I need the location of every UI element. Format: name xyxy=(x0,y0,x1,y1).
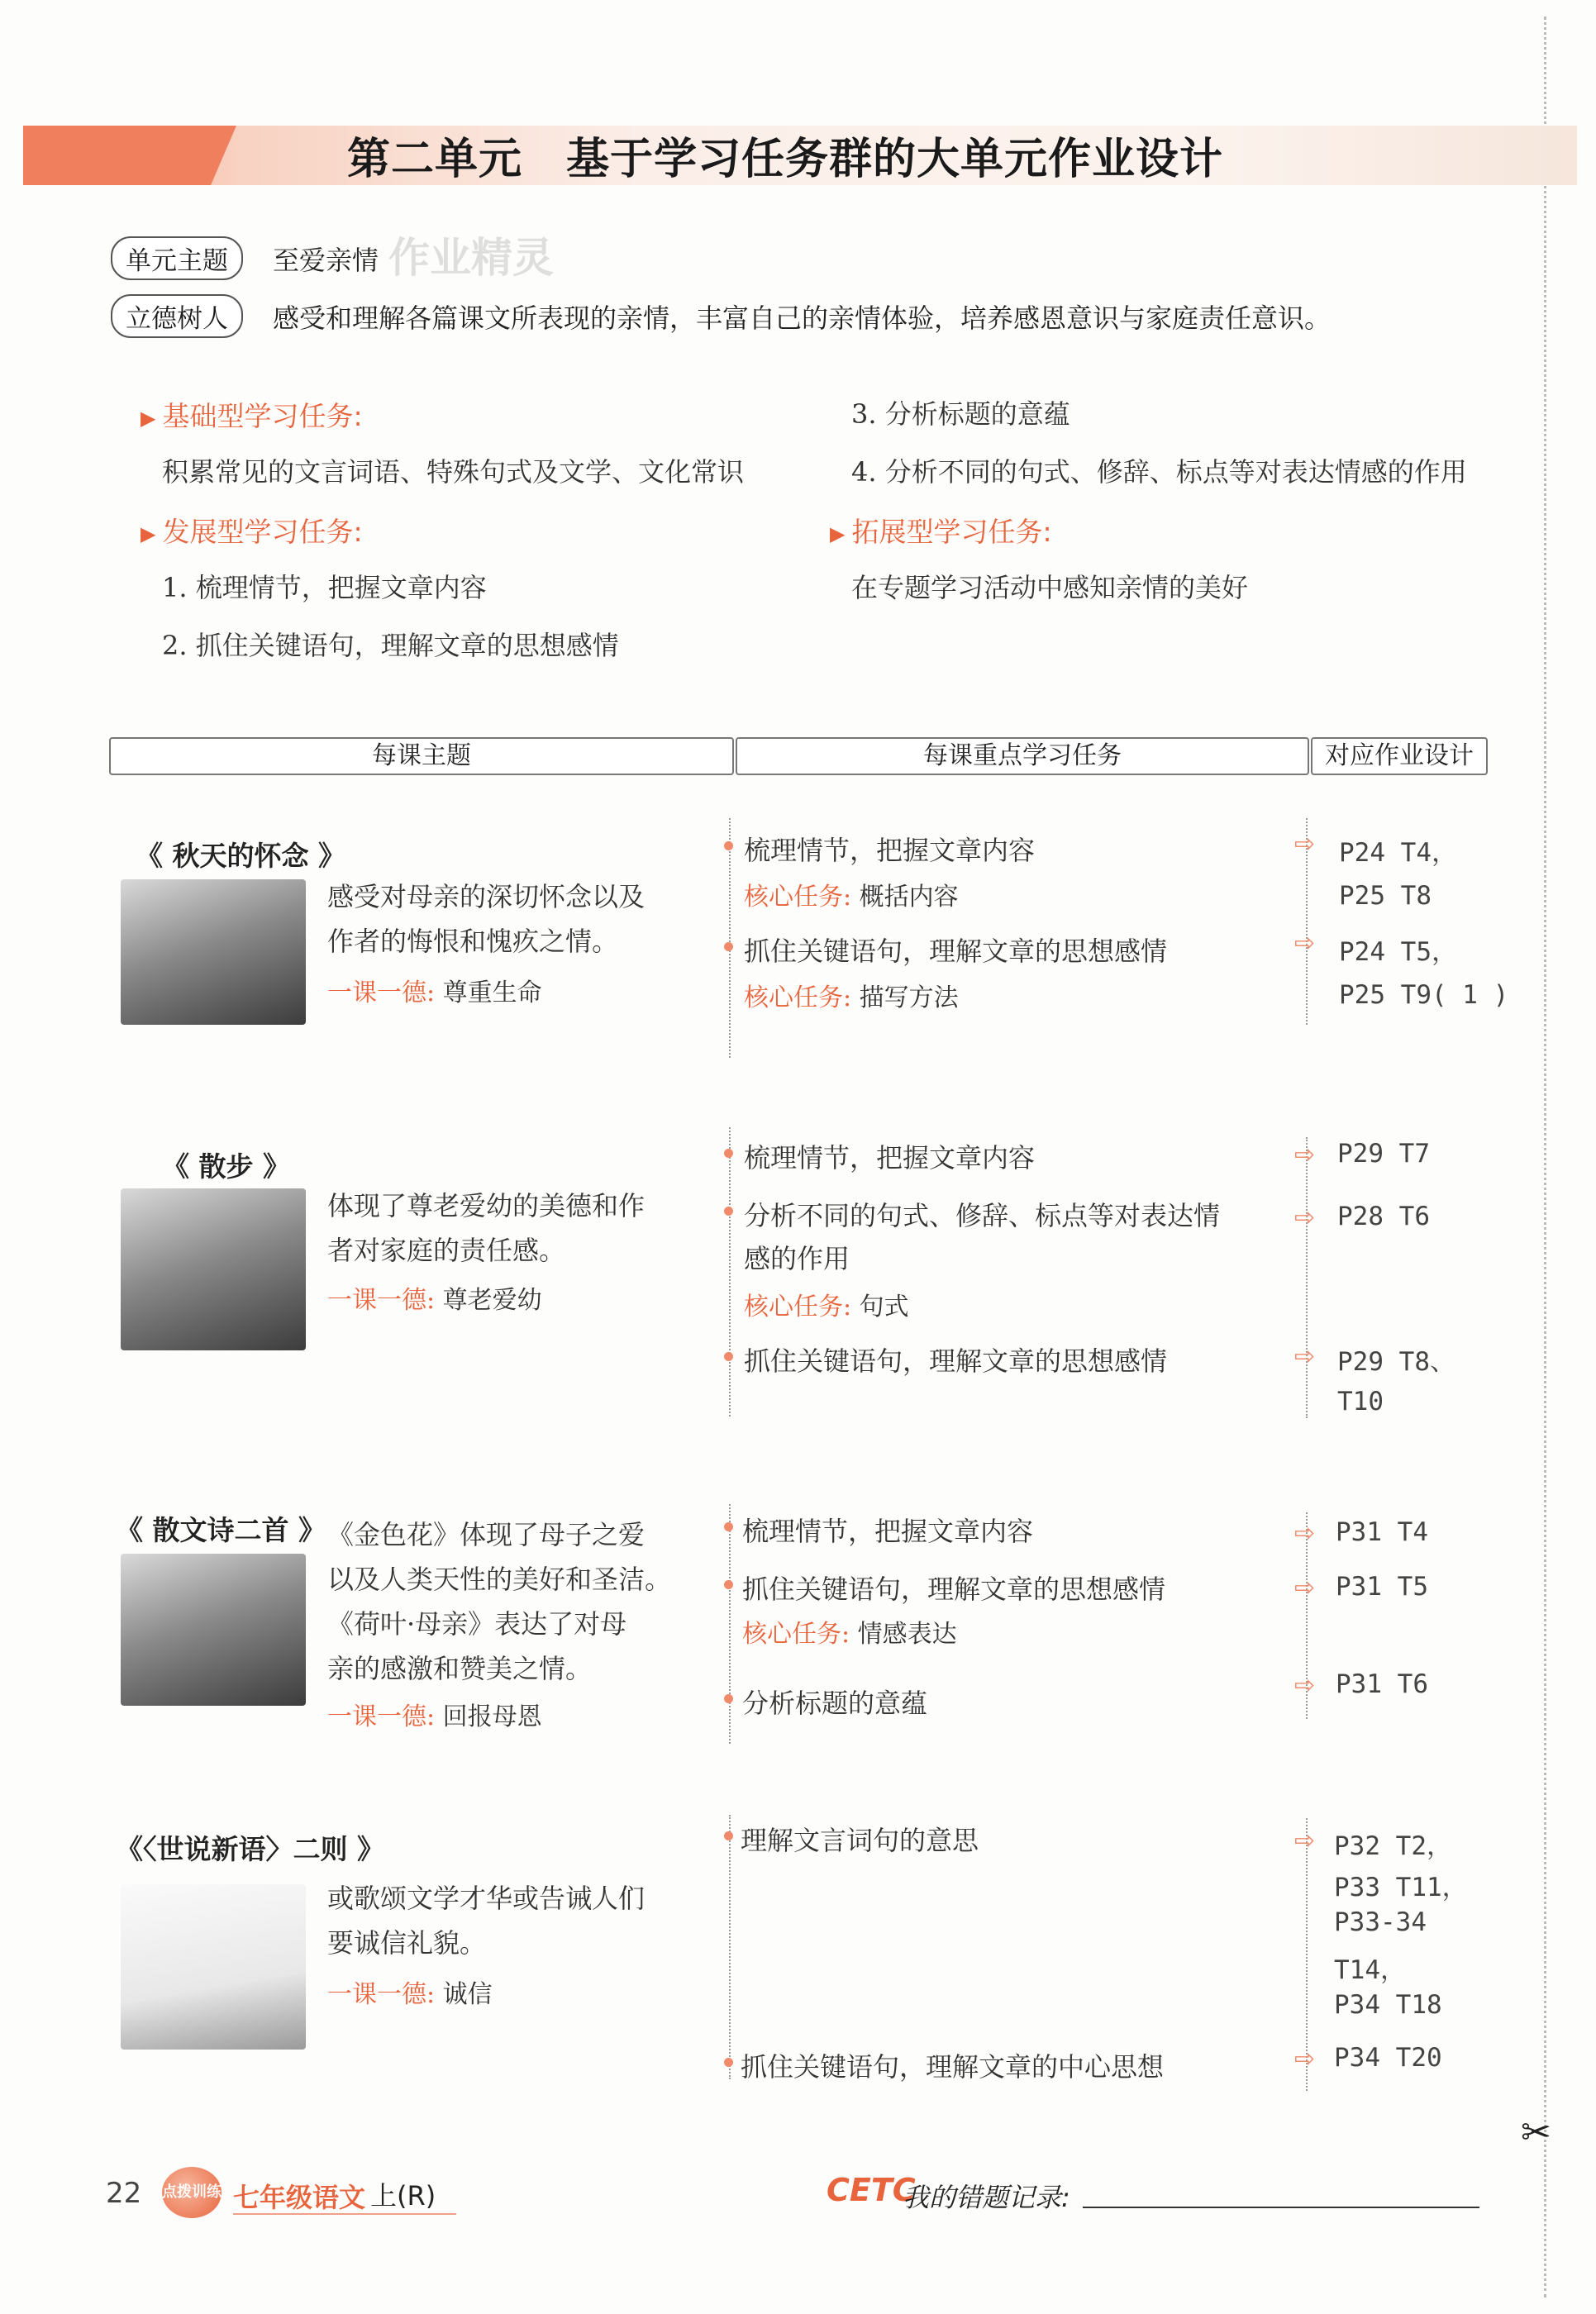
homework-ref: P32 T2， xyxy=(1334,1831,1452,1861)
lesson-illustration xyxy=(121,1554,306,1706)
header-banner-tab xyxy=(23,126,236,185)
arrow-right-icon: ⇨ xyxy=(1294,929,1316,958)
key-task: 理解文言词句的意思 xyxy=(741,1825,979,1856)
triangle-icon: ▶ xyxy=(141,521,156,545)
lesson-title: 《 散文诗二首 》 xyxy=(116,1514,326,1546)
moral-education-label: 立德树人 xyxy=(111,294,243,338)
key-task: 梳理情节，把握文章内容 xyxy=(744,835,1036,866)
bullet-dot-icon xyxy=(724,841,733,850)
table-header-homework: 对应作业设计 xyxy=(1311,737,1488,775)
cetc-logo: CETC xyxy=(827,2172,916,2208)
key-task: 抓住关键语句，理解文章的思想感情 xyxy=(742,1574,1166,1605)
core-task: 核心任务: 概括内容 xyxy=(744,883,959,912)
homework-ref: P31 T6 xyxy=(1336,1669,1428,1699)
grade-underline xyxy=(233,2213,456,2215)
unit-theme-label: 单元主题 xyxy=(111,236,243,280)
develop-task-item-3: 3. 分析标题的意蕴 xyxy=(851,398,1070,430)
lesson-illustration xyxy=(121,1884,306,2050)
develop-task-item-1: 1. 梳理情节，把握文章内容 xyxy=(162,572,487,603)
column-divider xyxy=(1306,1137,1308,1418)
bullet-dot-icon xyxy=(724,1149,733,1158)
arrow-right-icon: ⇨ xyxy=(1294,1671,1316,1700)
extend-task-heading: ▶ 拓展型学习任务: xyxy=(830,516,1052,548)
homework-ref: P29 T7 xyxy=(1337,1139,1430,1169)
arrow-right-icon: ⇨ xyxy=(1294,1140,1316,1169)
triangle-icon: ▶ xyxy=(830,521,846,545)
wrong-answer-record-line[interactable] xyxy=(1083,2207,1479,2208)
scissors-icon: ✂ xyxy=(1521,2112,1551,2154)
basic-task-heading: ▶ 基础型学习任务: xyxy=(141,400,363,432)
grade-subject: 七年级语文 xyxy=(233,2182,366,2213)
lesson-title: 《 散步 》 xyxy=(162,1150,290,1183)
lesson-illustration xyxy=(121,1188,306,1350)
grade-volume: 上(R) xyxy=(370,2180,436,2212)
unit-theme-value: 至爱亲情 xyxy=(273,245,379,276)
basic-task-item: 积累常见的文言词语、特殊句式及文学、文化常识 xyxy=(162,456,745,488)
homework-ref: P34 T20 xyxy=(1334,2043,1442,2073)
table-header-lesson-theme: 每课主题 xyxy=(109,737,734,775)
arrow-right-icon: ⇨ xyxy=(1294,1519,1316,1548)
homework-ref: P33-34 xyxy=(1334,1907,1427,1937)
cut-guide-line xyxy=(1544,17,1546,2297)
lesson-description: 感受对母亲的深切怀念以及 作者的悔恨和愧疚之情。 xyxy=(327,881,646,957)
arrow-right-icon: ⇨ xyxy=(1294,2045,1316,2074)
lesson-description: 体现了尊老爱幼的美德和作 者对家庭的责任感。 xyxy=(327,1190,646,1266)
develop-task-heading: ▶ 发展型学习任务: xyxy=(141,516,363,548)
lesson-moral: 一课一德: 回报母恩 xyxy=(327,1702,542,1731)
homework-ref: T14， xyxy=(1334,1955,1406,1985)
arrow-right-icon: ⇨ xyxy=(1294,1342,1316,1371)
arrow-right-icon: ⇨ xyxy=(1294,1826,1316,1855)
homework-ref: P34 T18 xyxy=(1334,1990,1442,2020)
develop-task-item-2: 2. 抓住关键语句，理解文章的思想感情 xyxy=(162,630,619,661)
lesson-illustration xyxy=(121,879,306,1025)
homework-ref: P31 T5 xyxy=(1336,1572,1428,1602)
arrow-right-icon: ⇨ xyxy=(1294,1574,1316,1602)
homework-ref: P25 T8 xyxy=(1339,881,1432,911)
lesson-description: 《金色花》体现了母子之爱 以及人类天性的美好和圣洁。 《荷叶·母亲》表达了对母 亲的感激和赞美之情。 xyxy=(327,1519,672,1684)
homework-ref: P24 T4， xyxy=(1339,838,1457,868)
lesson-title: 《 秋天的怀念 》 xyxy=(136,840,345,872)
key-task: 感的作用 xyxy=(744,1243,850,1274)
core-task: 核心任务: 情感表达 xyxy=(742,1620,957,1649)
bullet-dot-icon xyxy=(724,1207,733,1216)
column-divider xyxy=(729,1127,731,1416)
homework-ref: P24 T5， xyxy=(1339,937,1457,967)
bullet-dot-icon xyxy=(724,1580,733,1589)
bullet-dot-icon xyxy=(724,942,733,951)
homework-ref: P33 T11， xyxy=(1334,1873,1468,1902)
core-task: 核心任务: 句式 xyxy=(744,1293,909,1321)
lesson-moral: 一课一德: 尊重生命 xyxy=(327,978,542,1007)
lesson-moral: 一课一德: 诚信 xyxy=(327,1980,493,2009)
arrow-right-icon: ⇨ xyxy=(1294,1203,1316,1232)
key-task: 抓住关键语句，理解文章的中心思想 xyxy=(741,2051,1165,2083)
page-number: 22 xyxy=(106,2177,142,2210)
core-task: 核心任务: 描写方法 xyxy=(744,983,959,1012)
moral-education-value: 感受和理解各篇课文所表现的亲情，丰富自己的亲情体验，培养感恩意识与家庭责任意识。 xyxy=(273,302,1332,334)
lesson-description: 或歌颂文学才华或告诫人们 要诚信礼貌。 xyxy=(327,1883,646,1959)
develop-task-item-4: 4. 分析不同的句式、修辞、标点等对表达情感的作用 xyxy=(851,456,1467,488)
homework-ref: P29 T8、 xyxy=(1337,1347,1455,1377)
homework-ref: P28 T6 xyxy=(1337,1202,1430,1231)
lesson-moral: 一课一德: 尊老爱幼 xyxy=(327,1286,542,1315)
homework-ref: T10 xyxy=(1337,1387,1384,1416)
column-divider xyxy=(729,1815,731,2079)
triangle-icon: ▶ xyxy=(141,406,156,430)
table-header-key-tasks: 每课重点学习任务 xyxy=(736,737,1309,775)
key-task: 抓住关键语句，理解文章的思想感情 xyxy=(744,1345,1168,1377)
lesson-title: 《〈世说新语〉二则 》 xyxy=(116,1833,384,1865)
arrow-right-icon: ⇨ xyxy=(1294,830,1316,859)
key-task: 分析标题的意蕴 xyxy=(742,1688,928,1719)
column-divider xyxy=(729,1504,731,1744)
bullet-dot-icon xyxy=(724,1522,733,1531)
key-task: 抓住关键语句，理解文章的思想感情 xyxy=(744,936,1168,967)
bullet-dot-icon xyxy=(724,2058,733,2067)
bullet-dot-icon xyxy=(724,1694,733,1703)
page-title: 第二单元 基于学习任务群的大单元作业设计 xyxy=(347,135,1224,184)
key-task: 分析不同的句式、修辞、标点等对表达情 xyxy=(744,1200,1221,1231)
key-task: 梳理情节，把握文章内容 xyxy=(742,1516,1034,1547)
extend-task-item: 在专题学习活动中感知亲情的美好 xyxy=(851,572,1249,603)
bullet-dot-icon xyxy=(724,1352,733,1361)
homework-ref: P31 T4 xyxy=(1336,1517,1428,1547)
column-divider xyxy=(729,818,731,1058)
homework-ref: P25 T9( 1 ) xyxy=(1339,980,1509,1010)
brand-logo: 点拨训练 xyxy=(162,2167,222,2218)
wrong-answer-record-label: 我的错题记录: xyxy=(903,2182,1070,2213)
key-task: 梳理情节，把握文章内容 xyxy=(744,1142,1036,1174)
bullet-dot-icon xyxy=(724,1831,733,1840)
watermark: 作业精灵 xyxy=(388,234,554,282)
